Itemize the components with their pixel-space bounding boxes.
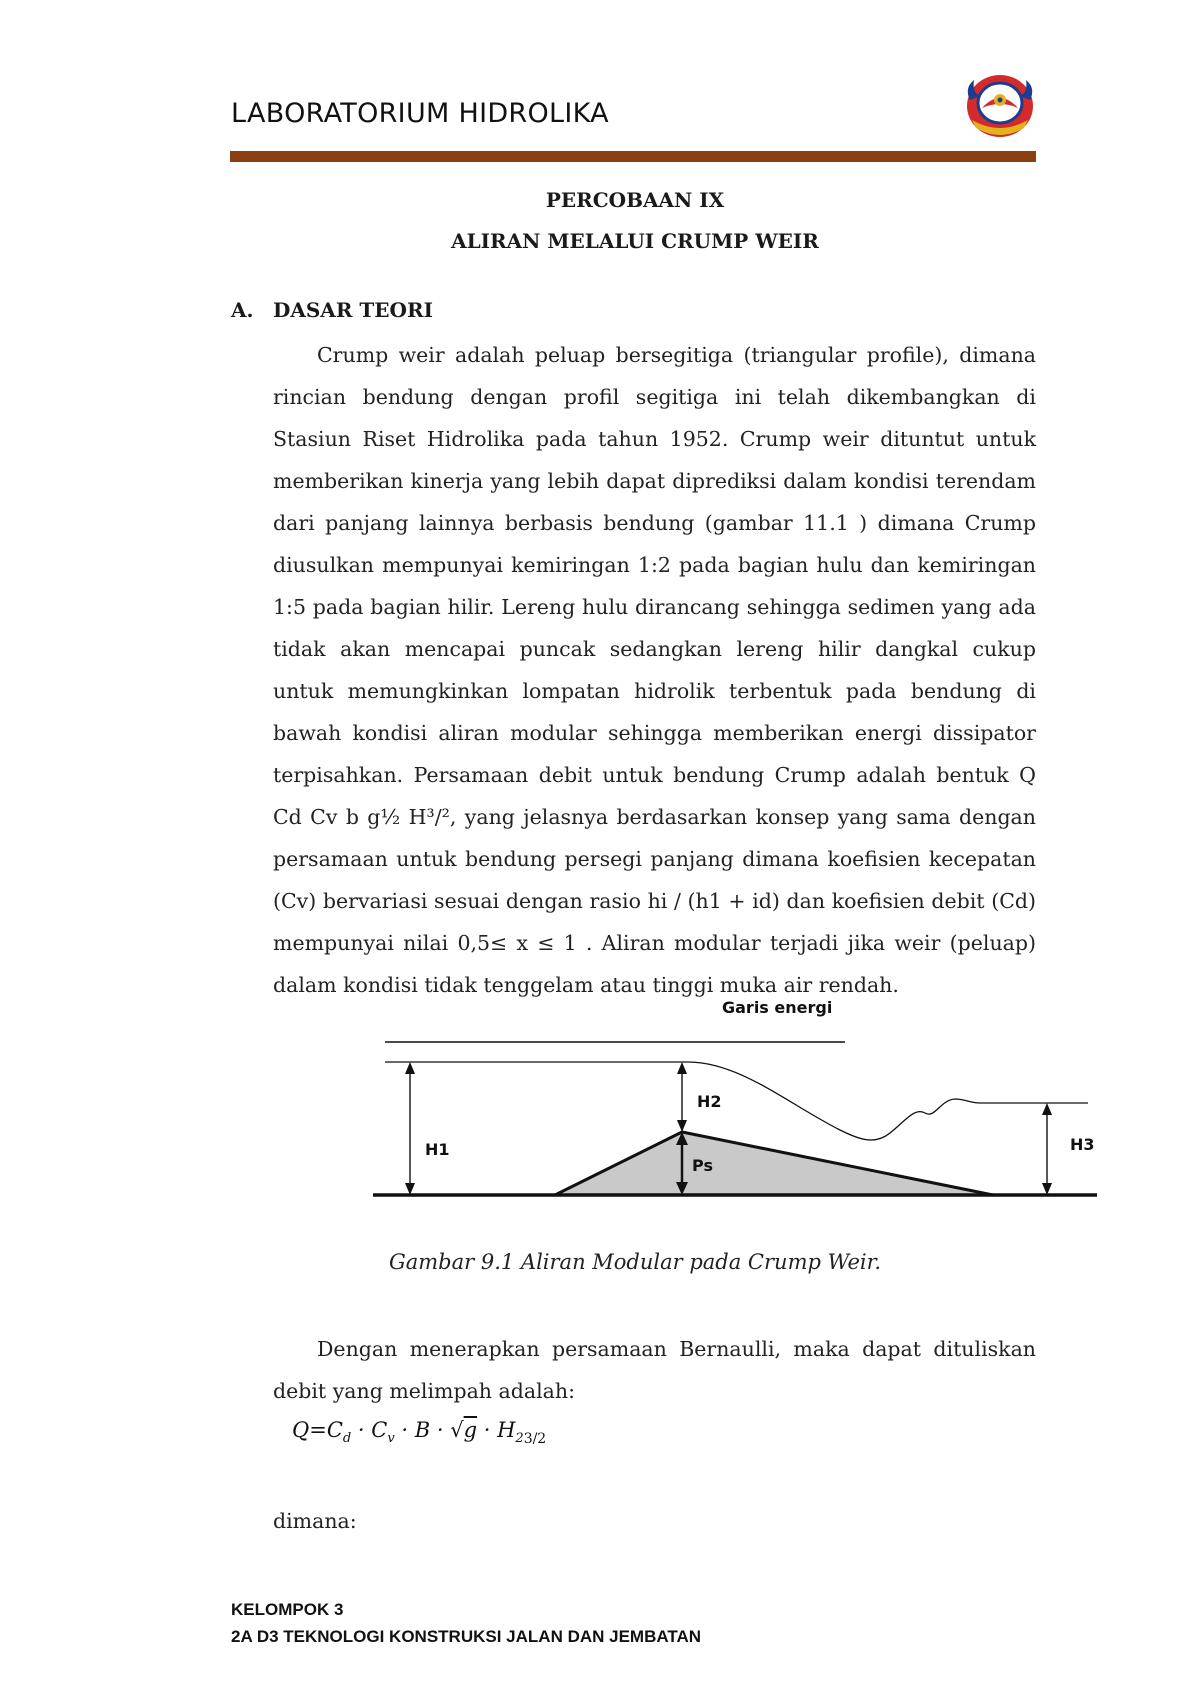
experiment-number: PERCOBAAN IX (545, 188, 725, 212)
bernoulli-paragraph: Dengan menerapkan persamaan Bernaulli, maka dapat dituliskan debit yang melimpah adalah: (273, 1337, 1036, 1403)
formula-cd: C (326, 1418, 343, 1442)
formula-cd-sub: d (342, 1431, 352, 1447)
formula-g: g (463, 1418, 478, 1442)
h2-label: H2 (697, 1092, 722, 1111)
ps-label: Ps (692, 1156, 713, 1175)
h1-arrow-bottom (405, 1183, 415, 1195)
formula-h: H (497, 1418, 516, 1442)
h3-arrow-bottom (1042, 1183, 1052, 1195)
h2-arrow-top (677, 1062, 687, 1074)
sqrt-icon: √ (450, 1418, 464, 1442)
section-heading (231, 298, 433, 322)
formula-equals: = (309, 1418, 327, 1442)
section-number: A. (231, 298, 254, 322)
formula-exponent: 3/2 (523, 1431, 547, 1447)
header-rule (230, 151, 1036, 162)
theory-paragraph: Crump weir adalah peluap bersegitiga (triangular profile), dimana rincian bendung dengan profil segitiga ini telah dikembangkan di Stasiun Riset Hidrolika pada tahun 1952. Crump weir dituntut untuk memberikan kinerja yang lebih dapat diprediksi dalam kondisi terendam dari panjang lainnya berbasis bendung (gambar 11.1 ) dimana Crump diusulkan mempunyai kemiringan 1:2 pada bagian hulu dan kemiringan 1:5 pada bagian hilir. Lereng hulu dirancang sehingga sedimen yang ada tidak akan mencapai puncak sedangkan lereng hilir dangkal cukup untuk memungkinkan lompatan hidrolik terbentuk pada bendung di bawah kondisi aliran modular sehingga memberikan energi dissipator terpisahkan. Persamaan debit untuk bendung Crump adalah bentuk Q Cd Cv b g½ H³/², yang jelasnya berdasarkan konsep yang sama dengan persamaan untuk bendung persegi panjang dimana koefisien kecepatan (Cv) bervariasi sesuai dengan rasio hi / (h1 + id) dan koefisien debit (Cd) mempunyai nilai 0,5≤ x ≤ 1 . Aliran modular terjadi jika weir (peluap) dalam kondisi tidak tenggelam atau tinggi muka air rendah. (273, 343, 1036, 997)
formula-cv-sub: v (387, 1431, 395, 1447)
institution-logo (960, 70, 1040, 145)
dimana-label: dimana: (273, 1509, 357, 1533)
formula-h-sub: 2 (515, 1431, 524, 1447)
discharge-formula: $Q=C_d \cdot C_v \cdot B \cdot √g \cdot H_{23/2}$ (292, 1418, 547, 1447)
h3-label: H3 (1070, 1135, 1095, 1154)
header-title: LABORATORIUM HIDROLIKA (231, 98, 609, 129)
h2-arrow-bottom (677, 1120, 687, 1132)
formula-cv: C (371, 1418, 388, 1442)
weir-body (555, 1132, 993, 1195)
h1-label: H1 (425, 1140, 450, 1159)
experiment-title: ALIRAN MELALUI CRUMP WEIR (451, 229, 819, 253)
energy-line-label: Garis energi (722, 998, 833, 1017)
section-title: DASAR TEORI (273, 298, 433, 322)
footer-class: 2A D3 TEKNOLOGI KONSTRUKSI JALAN DAN JEMBATAN (231, 1627, 702, 1646)
h1-arrow-top (405, 1062, 415, 1074)
water-surface (385, 1062, 1088, 1140)
h3-arrow-top (1042, 1103, 1052, 1115)
crump-weir-diagram (370, 995, 1100, 1210)
figure-caption: Gambar 9.1 Aliran Modular pada Crump Weir. (388, 1250, 882, 1274)
formula-q: Q (292, 1418, 310, 1442)
formula-b: B (414, 1418, 431, 1442)
footer-group: KELOMPOK 3 (231, 1600, 344, 1619)
